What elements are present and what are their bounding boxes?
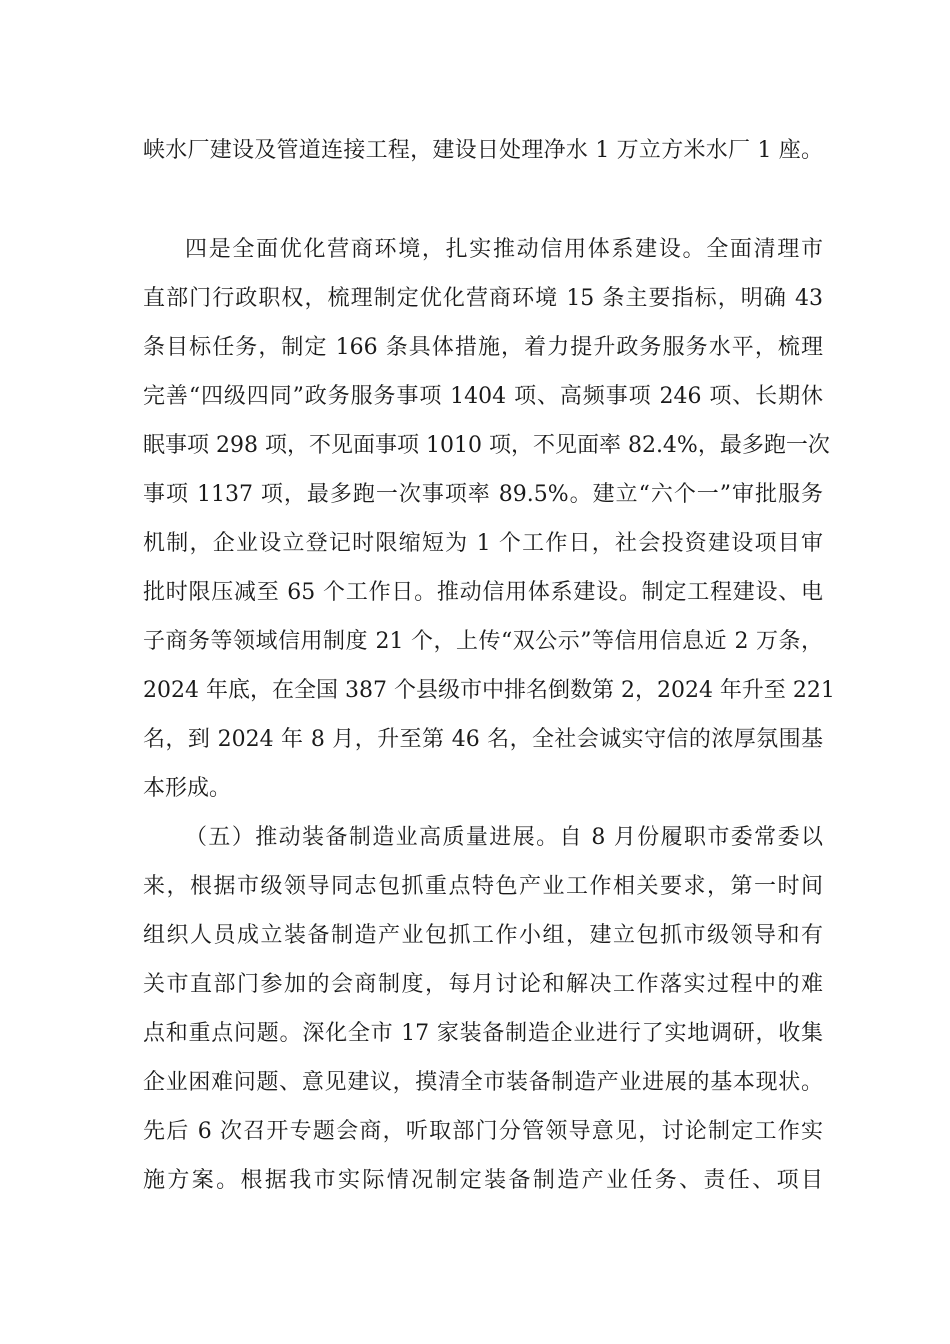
paragraph-line: 峡水厂建设及管道连接工程，建设日处理净水 1 万立方米水厂 1 座。 (143, 138, 823, 163)
paragraph-line: 完善“四级四同”政务服务事项 1404 项、高频事项 246 项、长期休 (143, 384, 823, 409)
paragraph-line: 来，根据市级领导同志包抓重点特色产业工作相关要求，第一时间 (143, 874, 823, 899)
paragraph-line: 点和重点问题。深化全市 17 家装备制造企业进行了实地调研，收集 (143, 1021, 823, 1046)
paragraph-line: 眠事项 298 项，不见面事项 1010 项，不见面率 82.4%，最多跑一次 (143, 433, 830, 458)
paragraph-line: 事项 1137 项，最多跑一次事项率 89.5%。建立“六个一”审批服务 (143, 482, 823, 507)
paragraph-line: 子商务等领域信用制度 21 个，上传“双公示”等信用信息近 2 万条， (143, 629, 823, 654)
paragraph-line: 机制，企业设立登记时限缩短为 1 个工作日，社会投资建设项目审 (143, 531, 823, 556)
section-heading-line: （五）推动装备制造业高质量进展。自 8 月份履职市委常委以 (185, 825, 823, 850)
paragraph-line: 四是全面优化营商环境，扎实推动信用体系建设。全面清理市 (185, 237, 823, 262)
paragraph-line: 先后 6 次召开专题会商，听取部门分管领导意见，讨论制定工作实 (143, 1119, 823, 1144)
paragraph-line: 企业困难问题、意见建议，摸清全市装备制造产业进展的基本现状。 (143, 1070, 823, 1095)
paragraph-line: 名，到 2024 年 8 月，升至第 46 名，全社会诚实守信的浓厚氛围基 (143, 727, 823, 752)
paragraph-line: 批时限压减至 65 个工作日。推动信用体系建设。制定工程建设、电 (143, 580, 823, 605)
paragraph-line: 关市直部门参加的会商制度，每月讨论和解决工作落实过程中的难 (143, 972, 823, 997)
paragraph-line: 组织人员成立装备制造产业包抓工作小组，建立包抓市级领导和有 (143, 923, 823, 948)
paragraph-line: 直部门行政职权，梳理制定优化营商环境 15 条主要指标，明确 43 (143, 286, 823, 311)
paragraph-line: 2024 年底，在全国 387 个县级市中排名倒数第 2，2024 年升至 221 (143, 678, 835, 703)
paragraph-line: 施方案。根据我市实际情况制定装备制造产业任务、责任、项目 (143, 1168, 823, 1193)
paragraph-line: 条目标任务，制定 166 条具体措施，着力提升政务服务水平，梳理 (143, 335, 823, 360)
paragraph-line: 本形成。 (143, 776, 232, 801)
